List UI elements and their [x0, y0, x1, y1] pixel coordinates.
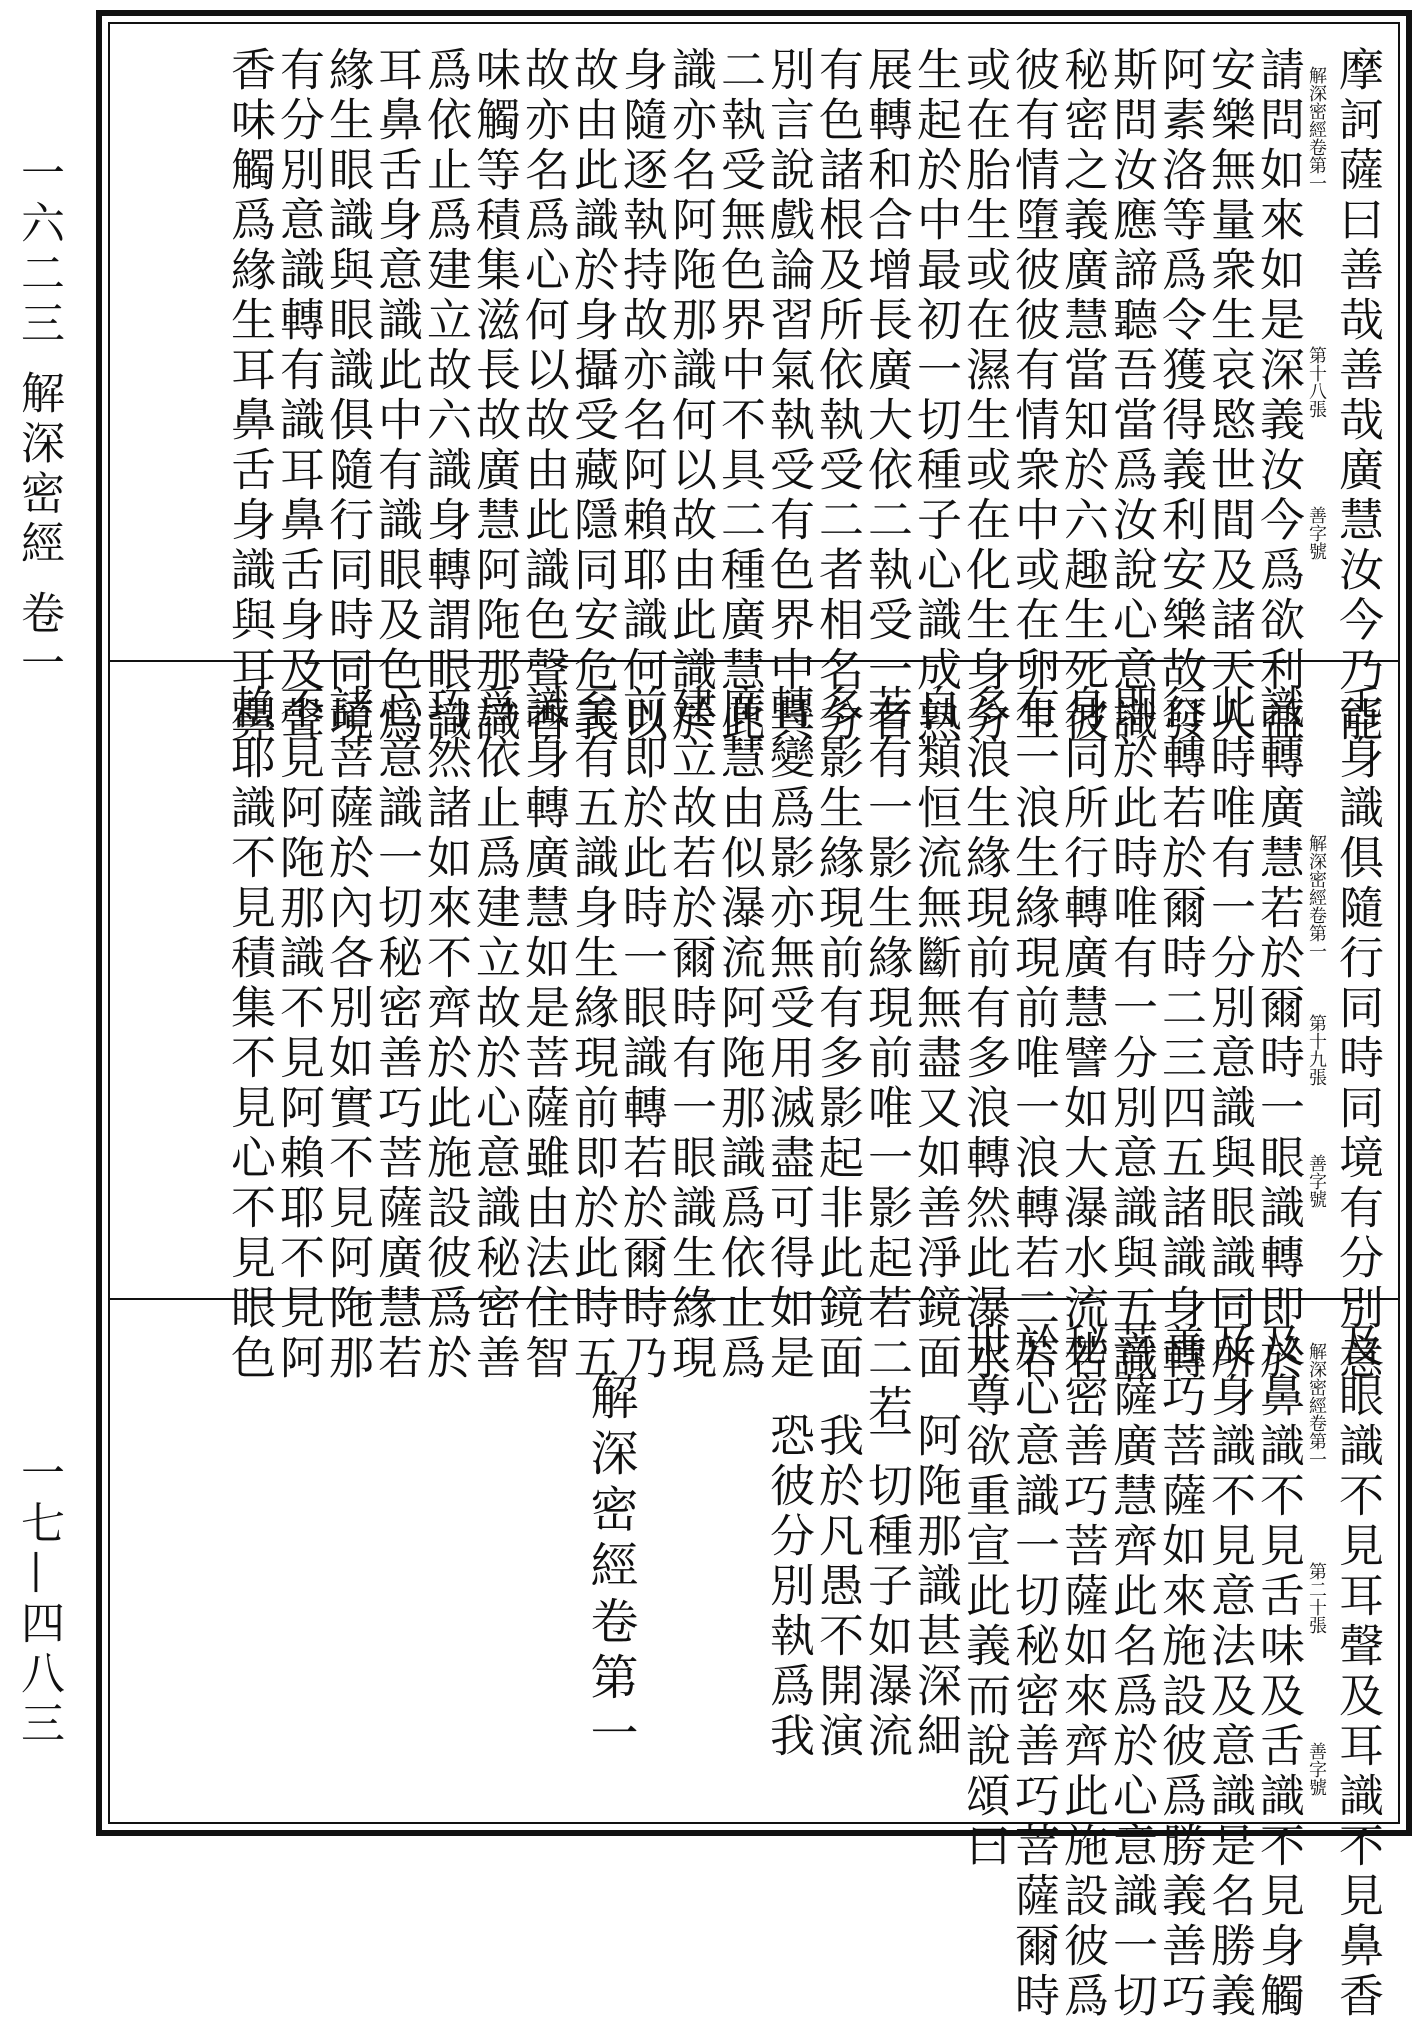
text-column: 生起於中最初一切種子心識成熟 — [909, 46, 962, 746]
text-column: 即於此時唯有一分別意識與五識 — [1105, 684, 1158, 1384]
text-column: 巧然諸如來不齊於此施設彼爲於 — [419, 684, 472, 1384]
text-column: 識轉廣慧若於爾時一眼識轉即於 — [1252, 684, 1305, 1384]
text-column: 賴耶識不見積集不見心不見眼色 — [223, 684, 276, 1384]
text-column: 自類恒流無斷無盡又如善淨鏡面 — [909, 684, 962, 1384]
column-group — [126, 46, 1384, 746]
text-column: 身同所行轉廣慧譬如大瀑水流若 — [1056, 684, 1109, 1384]
margin-marker-column — [1303, 46, 1333, 646]
text-column: 世尊欲重宣此義而說頌曰 — [958, 1322, 1011, 1872]
text-column: 多影生緣現前有多影起非此鏡面 — [811, 684, 864, 1384]
text-column: 有分別意識轉有識耳鼻舌身及聲 — [272, 46, 325, 746]
text-column: 建立故若於爾時有一眼識生緣現 — [664, 684, 717, 1384]
verse-line: 阿陁那識甚深細 — [909, 1412, 962, 1762]
text-column: 心意識一切秘密善巧菩薩廣慧若 — [370, 684, 423, 1384]
text-column: 身隨逐執持故亦名阿賴耶識何以 — [615, 46, 668, 746]
margin-marker-column — [1303, 1322, 1333, 1822]
text-column: 菩薩廣慧齊此名爲於心意識一切 — [1105, 1322, 1158, 2022]
text-column: 緣生眼識與眼識俱隨行同時同境 — [321, 46, 374, 746]
text-column: 行轉若於爾時二三四五諸識身轉 — [1154, 684, 1207, 1384]
text-column: 展轉和合增長廣大依二執受一者 — [860, 46, 913, 746]
text-column: 彼有情墮彼彼有情衆中或在卵生 — [1007, 46, 1060, 746]
text-column: 有一浪生緣現前唯一浪轉若二若 — [1007, 684, 1060, 1384]
text-column: 安樂無量衆生哀愍世間及諸天人 — [1203, 46, 1256, 746]
column-group — [126, 684, 1384, 1434]
text-band-3 — [110, 1300, 1398, 2022]
text-column: 或在胎生或在濕生或在化生身分 — [958, 46, 1011, 746]
sheet-number-marker: 第十九張 — [1306, 1014, 1327, 1086]
text-column: 摩訶薩曰善哉善哉廣慧汝今乃能 — [1331, 46, 1384, 746]
text-column: 廣慧由似瀑流阿陁那識爲依止爲 — [713, 684, 766, 1384]
sheet-number-marker: 第二十張 — [1306, 1562, 1327, 1634]
text-column: 請問如來如是深義汝今爲欲利益 — [1252, 46, 1305, 746]
sutra-title-marker: 解深密經卷第一 — [1306, 1342, 1327, 1468]
text-frame — [96, 10, 1412, 2022]
text-column: 多浪生緣現前有多浪轉然此瀑水 — [958, 684, 1011, 1384]
text-column: 秘密之義廣慧當知於六趣生死彼 — [1056, 46, 1109, 746]
text-column: 及身識不見意法及意識是名勝義 — [1203, 1322, 1256, 2022]
text-band-2 — [110, 662, 1398, 1434]
verse-line: 一切種子如瀑流 — [860, 1412, 913, 1762]
fascicle-end-title: 解深密經卷第一 — [582, 1372, 638, 1764]
text-column: 二執受無色界中不具二種廣慧此 — [713, 46, 766, 746]
text-column: 善巧菩薩如來施設彼爲勝義善巧 — [1154, 1322, 1207, 2022]
margin-label-bottom: 一七—四八三 — [13, 1450, 64, 1750]
text-column: 至有五識身生緣現前即於此時五 — [566, 684, 619, 1384]
sheet-number-marker: 第十八張 — [1306, 346, 1327, 418]
text-column: 此時唯有一分別意識與眼識同所 — [1203, 684, 1256, 1384]
text-column: 前即於此時一眼識轉若於爾時乃 — [615, 684, 668, 1384]
text-column: 及眼識不見耳聲及耳識不見鼻香 — [1331, 1322, 1384, 2022]
column-spacer — [634, 1322, 764, 1820]
text-column: 若有一影生緣現前唯一影起若二若 — [860, 684, 913, 1434]
text-band-1 — [110, 24, 1398, 746]
text-column: 香味觸爲緣生耳鼻舌身識與耳鼻 — [223, 46, 276, 746]
text-column: 及鼻識不見舌味及舌識不見身觸 — [1252, 1322, 1305, 2022]
text-column: 舌身識俱隨行同時同境有分別意 — [1331, 684, 1384, 1384]
margin-label-top: 一六二三 解深密經 卷一 — [13, 150, 64, 690]
text-column: 斯問汝應諦聽吾當爲汝說心意識 — [1105, 46, 1158, 746]
text-column: 識身轉廣慧如是菩薩雖由法住智 — [517, 684, 570, 1384]
verse-line: 恐彼分別執爲我 — [762, 1412, 815, 1762]
text-column: 味觸等積集滋長故廣慧阿陁那識 — [468, 46, 521, 746]
series-marker: 善字號 — [1306, 506, 1327, 560]
sutra-title-marker: 解深密經卷第一 — [1306, 834, 1327, 960]
text-column: 有色諸根及所依執受二者相名分 — [811, 46, 864, 746]
text-column: 諸菩薩於內各別如實不見阿陁那 — [321, 684, 374, 1384]
text-column: 爲依止爲建立故六識身轉謂眼識 — [419, 46, 472, 746]
text-column: 故由此識於身攝受藏隱同安危義 — [566, 46, 619, 746]
series-marker: 善字號 — [1306, 1742, 1327, 1796]
text-column: 不見阿陁那識不見阿賴耶不見阿 — [272, 684, 325, 1384]
text-column: 耳鼻舌身意識此中有識眼及色爲 — [370, 46, 423, 746]
verse-line: 我於凡愚不開演 — [811, 1412, 864, 1762]
text-column: 識亦名阿陁那識何以故由此識於 — [664, 46, 717, 746]
series-marker: 善字號 — [1306, 1154, 1327, 1208]
text-column: 故亦名爲心何以故由此識色聲香 — [517, 46, 570, 746]
text-column: 阿素洛等爲令獲得義利安樂故發 — [1154, 46, 1207, 746]
text-column: 別言說戲論習氣執受有色界中具 — [762, 46, 815, 746]
margin-marker-column — [1303, 684, 1333, 1284]
sutra-title-marker: 解深密經卷第一 — [1306, 66, 1327, 192]
text-column: 秘密善巧菩薩如來齊此施設彼爲 — [1056, 1322, 1109, 2022]
text-column: 轉變爲影亦無受用滅盡可得如是 — [762, 684, 815, 1384]
text-column: 爲依止爲建立故於心意識秘密善 — [468, 684, 521, 1384]
text-frame-inner — [108, 22, 1400, 2022]
column-group — [126, 1322, 1384, 2022]
text-column: 於心意識一切秘密善巧菩薩爾時 — [1007, 1322, 1060, 2022]
